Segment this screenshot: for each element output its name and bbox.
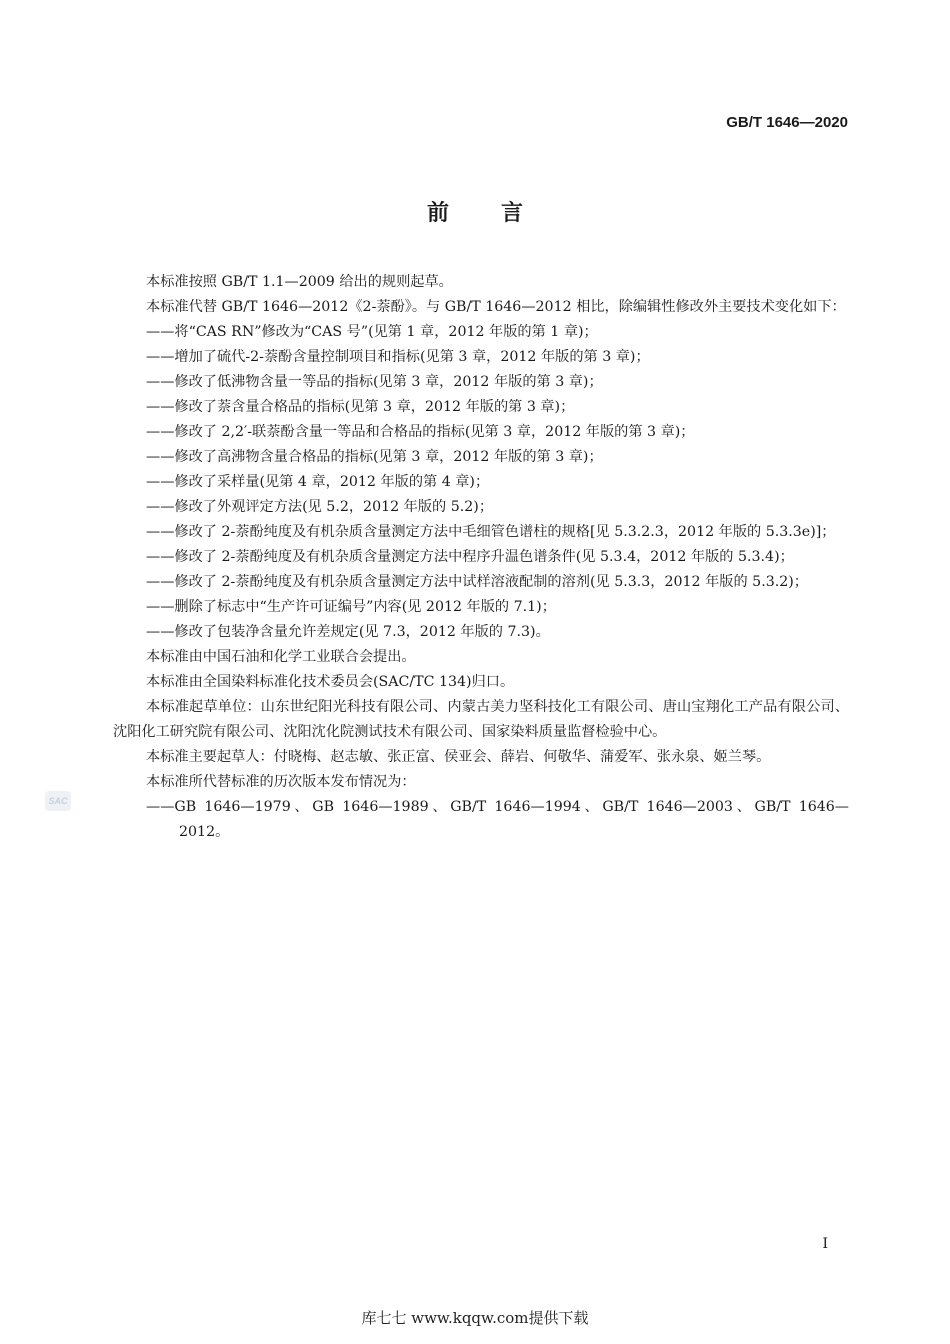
change-item [113,445,849,470]
body-paragraph: 本标准所代替标准的历次版本发布情况为： [146,774,416,790]
dash-mark: —— [146,524,175,540]
dash-mark: —— [146,799,175,815]
intro-paragraph: 本标准代替 GB/T 1646—2012《2-萘酚》。与 GB/T 1646—2012 相比，除编辑性修改外主要技术变化如下： [146,299,846,315]
change-text: 修改了外观评定方法(见 5.2，2012 年版的 5.2)； [174,499,494,515]
history-text: GB 1646—1979、GB 1646—1989、GB/T 1646—1994、GB/T 1646—2003、GB/T 1646—2012。 [174,799,849,840]
change-text: 增加了硫代-2-萘酚含量控制项目和指标(见第 3 章，2012 年版的第 3 章)； [174,349,650,365]
change-text: 修改了 2-萘酚纯度及有机杂质含量测定方法中毛细管色谱柱的规格[见 5.3.2.3，2012 年版的 5.3.3e)]； [174,524,836,540]
change-text: 删除了标志中“生产许可证编号”内容(见 2012 年版的 7.1)； [174,599,556,615]
page-title: 前言 [426,200,575,226]
dash-mark: —— [146,624,175,640]
change-text: 修改了 2-萘酚纯度及有机杂质含量测定方法中试样溶液配制的溶剂(见 5.3.3，2012 年版的 5.3.2)； [174,574,808,590]
change-item [113,320,849,345]
body-paragraph: 本标准起草单位：山东世纪阳光科技有限公司、内蒙古美力坚科技化工有限公司、唐山宝翔化工产品有限公司、沈阳化工研究院有限公司、沈阳沈化院测试技术有限公司、国家染料质量监督检验中心。 [113,699,849,740]
dash-mark: —— [146,324,175,340]
change-item [113,420,849,445]
change-item [113,620,849,645]
change-text: 修改了低沸物含量一等品的指标(见第 3 章，2012 年版的第 3 章)； [174,374,603,390]
sac-watermark-logo: SAC [45,791,71,811]
body-paragraph: 本标准主要起草人：付晓梅、赵志敏、张正富、侯亚会、薛岩、何敬华、蒲爱军、张永泉、姬兰琴。 [146,749,771,765]
change-item [113,370,849,395]
page-number: I [822,1236,828,1252]
dash-mark: —— [146,424,175,440]
dash-mark: —— [146,349,175,365]
change-item [113,570,849,595]
intro-paragraph: 本标准按照 GB/T 1.1—2009 给出的规则起草。 [146,274,453,290]
dash-mark: —— [146,549,175,565]
change-text: 将“CAS RN”修改为“CAS 号”(见第 1 章，2012 年版的第 1 章)； [174,324,598,340]
dash-mark: —— [146,599,175,615]
change-item [113,470,849,495]
dash-mark: —— [146,374,175,390]
change-text: 修改了 2-萘酚纯度及有机杂质含量测定方法中程序升温色谱条件(见 5.3.4，2012 年版的 5.3.4)； [174,549,794,565]
change-text: 修改了 2,2′-联萘酚含量一等品和合格品的指标(见第 3 章，2012 年版的第 3 章)； [174,424,695,440]
change-text: 修改了包装净含量允许差规定(见 7.3，2012 年版的 7.3)。 [174,624,550,640]
dash-mark: —— [146,574,175,590]
change-item [113,545,849,570]
change-text: 修改了萘含量合格品的指标(见第 3 章，2012 年版的第 3 章)； [174,399,575,415]
change-item [113,395,849,420]
change-text: 修改了采样量(见第 4 章，2012 年版的第 4 章)； [174,474,490,490]
dash-mark: —— [146,399,175,415]
dash-mark: —— [146,474,175,490]
change-item [113,520,849,545]
change-text: 修改了高沸物含量合格品的指标(见第 3 章，2012 年版的第 3 章)； [174,449,603,465]
history-item [113,795,849,845]
body-paragraph: 本标准由中国石油和化学工业联合会提出。 [146,649,416,665]
change-item [113,495,849,520]
download-footer: 库七七 www.kqqw.com提供下载 [361,1309,589,1327]
document-body [113,270,849,845]
dash-mark: —— [146,449,175,465]
dash-mark: —— [146,499,175,515]
standard-code: GB/T 1646—2020 [726,114,848,131]
change-item [113,595,849,620]
body-paragraph: 本标准由全国染料标准化技术委员会(SAC/TC 134)归口。 [146,674,515,690]
change-item [113,345,849,370]
